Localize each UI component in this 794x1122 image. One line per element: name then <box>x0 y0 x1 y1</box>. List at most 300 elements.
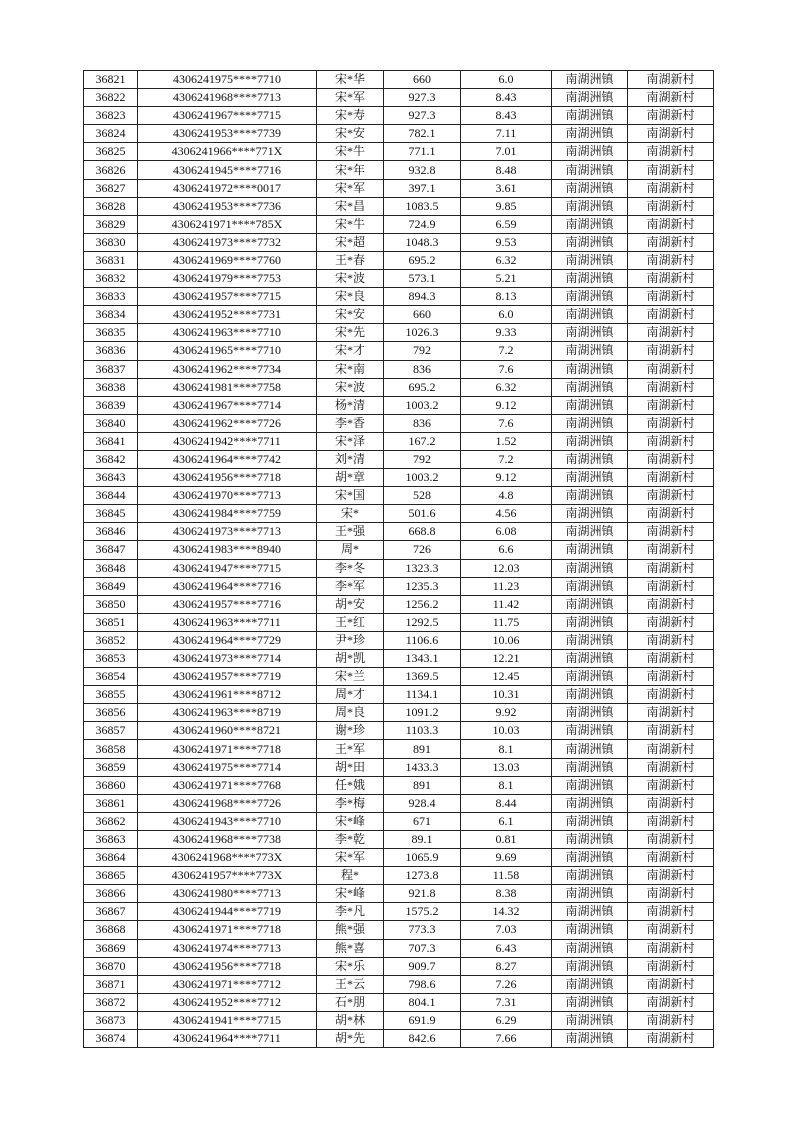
village-cell: 南湖新村 <box>628 251 714 269</box>
amount-cell: 1369.5 <box>384 668 461 686</box>
row-number-cell: 36848 <box>84 559 138 577</box>
id-number-cell: 4306241962****7726 <box>138 414 317 432</box>
amount-cell: 836 <box>384 414 461 432</box>
amount-cell: 1083.5 <box>384 197 461 215</box>
table-row <box>84 957 714 975</box>
table-row <box>84 378 714 396</box>
amount-cell: 671 <box>384 812 461 830</box>
town-cell: 南湖洲镇 <box>552 414 628 432</box>
town-cell: 南湖洲镇 <box>552 849 628 867</box>
row-number-cell: 36855 <box>84 686 138 704</box>
value-cell: 11.42 <box>461 595 552 613</box>
table-row <box>84 668 714 686</box>
name-cell: 宋*国 <box>317 487 384 505</box>
village-cell: 南湖新村 <box>628 921 714 939</box>
table-row <box>84 360 714 378</box>
table-row <box>84 342 714 360</box>
value-cell: 8.1 <box>461 740 552 758</box>
value-cell: 6.6 <box>461 541 552 559</box>
name-cell: 熊*喜 <box>317 939 384 957</box>
village-cell: 南湖新村 <box>628 143 714 161</box>
town-cell: 南湖洲镇 <box>552 993 628 1011</box>
id-number-cell: 4306241973****7713 <box>138 523 317 541</box>
value-cell: 6.29 <box>461 1011 552 1029</box>
value-cell: 9.33 <box>461 324 552 342</box>
table-row <box>84 613 714 631</box>
town-cell: 南湖洲镇 <box>552 776 628 794</box>
id-number-cell: 4306241952****7712 <box>138 993 317 1011</box>
row-number-cell: 36857 <box>84 722 138 740</box>
name-cell: 李*冬 <box>317 559 384 577</box>
id-number-cell: 4306241975****7710 <box>138 71 317 89</box>
name-cell: 宋*波 <box>317 378 384 396</box>
village-cell: 南湖新村 <box>628 794 714 812</box>
name-cell: 王*红 <box>317 613 384 631</box>
town-cell: 南湖洲镇 <box>552 1011 628 1029</box>
table-row <box>84 559 714 577</box>
village-cell: 南湖新村 <box>628 668 714 686</box>
value-cell: 6.1 <box>461 812 552 830</box>
town-cell: 南湖洲镇 <box>552 1029 628 1047</box>
row-number-cell: 36856 <box>84 704 138 722</box>
amount-cell: 1235.3 <box>384 577 461 595</box>
id-number-cell: 4306241965****7710 <box>138 342 317 360</box>
id-number-cell: 4306241968****7726 <box>138 794 317 812</box>
row-number-cell: 36865 <box>84 867 138 885</box>
town-cell: 南湖洲镇 <box>552 107 628 125</box>
id-number-cell: 4306241968****773X <box>138 849 317 867</box>
row-number-cell: 36859 <box>84 758 138 776</box>
town-cell: 南湖洲镇 <box>552 939 628 957</box>
row-number-cell: 36869 <box>84 939 138 957</box>
town-cell: 南湖洲镇 <box>552 975 628 993</box>
row-number-cell: 36858 <box>84 740 138 758</box>
amount-cell: 1026.3 <box>384 324 461 342</box>
amount-cell: 724.9 <box>384 215 461 233</box>
name-cell: 宋*泽 <box>317 432 384 450</box>
town-cell: 南湖洲镇 <box>552 179 628 197</box>
amount-cell: 1003.2 <box>384 469 461 487</box>
value-cell: 4.8 <box>461 487 552 505</box>
village-cell: 南湖新村 <box>628 903 714 921</box>
name-cell: 王*春 <box>317 251 384 269</box>
row-number-cell: 36868 <box>84 921 138 939</box>
row-number-cell: 36823 <box>84 107 138 125</box>
name-cell: 王*军 <box>317 740 384 758</box>
row-number-cell: 36867 <box>84 903 138 921</box>
town-cell: 南湖洲镇 <box>552 541 628 559</box>
village-cell: 南湖新村 <box>628 957 714 975</box>
village-cell: 南湖新村 <box>628 830 714 848</box>
id-number-cell: 4306241968****7738 <box>138 830 317 848</box>
village-cell: 南湖新村 <box>628 577 714 595</box>
id-number-cell: 4306241984****7759 <box>138 505 317 523</box>
name-cell: 宋*军 <box>317 849 384 867</box>
row-number-cell: 36829 <box>84 215 138 233</box>
id-number-cell: 4306241970****7713 <box>138 487 317 505</box>
village-cell: 南湖新村 <box>628 650 714 668</box>
table-row <box>84 812 714 830</box>
table-row <box>84 975 714 993</box>
village-cell: 南湖新村 <box>628 270 714 288</box>
town-cell: 南湖洲镇 <box>552 577 628 595</box>
village-cell: 南湖新村 <box>628 1011 714 1029</box>
town-cell: 南湖洲镇 <box>552 215 628 233</box>
amount-cell: 1134.1 <box>384 686 461 704</box>
village-cell: 南湖新村 <box>628 125 714 143</box>
name-cell: 李*乾 <box>317 830 384 848</box>
value-cell: 9.12 <box>461 396 552 414</box>
value-cell: 4.56 <box>461 505 552 523</box>
value-cell: 6.0 <box>461 71 552 89</box>
value-cell: 9.69 <box>461 849 552 867</box>
id-number-cell: 4306241971****785X <box>138 215 317 233</box>
id-number-cell: 4306241944****7719 <box>138 903 317 921</box>
row-number-cell: 36837 <box>84 360 138 378</box>
id-number-cell: 4306241974****7713 <box>138 939 317 957</box>
name-cell: 王*强 <box>317 523 384 541</box>
name-cell: 宋*兰 <box>317 668 384 686</box>
table-row <box>84 993 714 1011</box>
table-row <box>84 903 714 921</box>
table-row <box>84 487 714 505</box>
name-cell: 宋*先 <box>317 324 384 342</box>
village-cell: 南湖新村 <box>628 107 714 125</box>
name-cell: 宋*峰 <box>317 812 384 830</box>
amount-cell: 792 <box>384 450 461 468</box>
amount-cell: 1106.6 <box>384 631 461 649</box>
name-cell: 周*才 <box>317 686 384 704</box>
value-cell: 0.81 <box>461 830 552 848</box>
town-cell: 南湖洲镇 <box>552 758 628 776</box>
amount-cell: 1273.8 <box>384 867 461 885</box>
amount-cell: 1048.3 <box>384 233 461 251</box>
amount-cell: 773.3 <box>384 921 461 939</box>
row-number-cell: 36864 <box>84 849 138 867</box>
village-cell: 南湖新村 <box>628 71 714 89</box>
name-cell: 宋* <box>317 505 384 523</box>
value-cell: 10.31 <box>461 686 552 704</box>
town-cell: 南湖洲镇 <box>552 432 628 450</box>
value-cell: 7.6 <box>461 360 552 378</box>
row-number-cell: 36846 <box>84 523 138 541</box>
town-cell: 南湖洲镇 <box>552 595 628 613</box>
row-number-cell: 36838 <box>84 378 138 396</box>
value-cell: 9.53 <box>461 233 552 251</box>
town-cell: 南湖洲镇 <box>552 668 628 686</box>
town-cell: 南湖洲镇 <box>552 487 628 505</box>
name-cell: 胡*凯 <box>317 650 384 668</box>
name-cell: 宋*寿 <box>317 107 384 125</box>
village-cell: 南湖新村 <box>628 396 714 414</box>
village-cell: 南湖新村 <box>628 939 714 957</box>
value-cell: 7.2 <box>461 342 552 360</box>
town-cell: 南湖洲镇 <box>552 794 628 812</box>
row-number-cell: 36863 <box>84 830 138 848</box>
name-cell: 宋*超 <box>317 233 384 251</box>
table-row <box>84 505 714 523</box>
id-number-cell: 4306241971****7718 <box>138 921 317 939</box>
amount-cell: 1575.2 <box>384 903 461 921</box>
row-number-cell: 36862 <box>84 812 138 830</box>
value-cell: 14.32 <box>461 903 552 921</box>
row-number-cell: 36849 <box>84 577 138 595</box>
amount-cell: 891 <box>384 776 461 794</box>
row-number-cell: 36870 <box>84 957 138 975</box>
id-number-cell: 4306241979****7753 <box>138 270 317 288</box>
amount-cell: 792 <box>384 342 461 360</box>
table-row <box>84 324 714 342</box>
town-cell: 南湖洲镇 <box>552 704 628 722</box>
name-cell: 宋*军 <box>317 179 384 197</box>
town-cell: 南湖洲镇 <box>552 505 628 523</box>
village-cell: 南湖新村 <box>628 450 714 468</box>
row-number-cell: 36828 <box>84 197 138 215</box>
table-row <box>84 71 714 89</box>
id-number-cell: 4306241941****7715 <box>138 1011 317 1029</box>
village-cell: 南湖新村 <box>628 523 714 541</box>
town-cell: 南湖洲镇 <box>552 125 628 143</box>
row-number-cell: 36833 <box>84 288 138 306</box>
village-cell: 南湖新村 <box>628 613 714 631</box>
table-row <box>84 89 714 107</box>
row-number-cell: 36826 <box>84 161 138 179</box>
id-number-cell: 4306241966****771X <box>138 143 317 161</box>
amount-cell: 804.1 <box>384 993 461 1011</box>
village-cell: 南湖新村 <box>628 758 714 776</box>
table-row <box>84 650 714 668</box>
village-cell: 南湖新村 <box>628 414 714 432</box>
village-cell: 南湖新村 <box>628 541 714 559</box>
amount-cell: 894.3 <box>384 288 461 306</box>
value-cell: 7.66 <box>461 1029 552 1047</box>
village-cell: 南湖新村 <box>628 740 714 758</box>
name-cell: 李*凡 <box>317 903 384 921</box>
name-cell: 胡*章 <box>317 469 384 487</box>
row-number-cell: 36866 <box>84 885 138 903</box>
amount-cell: 726 <box>384 541 461 559</box>
row-number-cell: 36822 <box>84 89 138 107</box>
village-cell: 南湖新村 <box>628 324 714 342</box>
id-number-cell: 4306241971****7712 <box>138 975 317 993</box>
amount-cell: 836 <box>384 360 461 378</box>
name-cell: 李*军 <box>317 577 384 595</box>
village-cell: 南湖新村 <box>628 975 714 993</box>
value-cell: 3.61 <box>461 179 552 197</box>
table-row <box>84 722 714 740</box>
value-cell: 12.03 <box>461 559 552 577</box>
id-number-cell: 4306241968****7713 <box>138 89 317 107</box>
value-cell: 11.58 <box>461 867 552 885</box>
value-cell: 10.03 <box>461 722 552 740</box>
name-cell: 李*香 <box>317 414 384 432</box>
amount-cell: 891 <box>384 740 461 758</box>
name-cell: 宋*峰 <box>317 885 384 903</box>
name-cell: 宋*良 <box>317 288 384 306</box>
amount-cell: 528 <box>384 487 461 505</box>
id-number-cell: 4306241953****7736 <box>138 197 317 215</box>
id-number-cell: 4306241957****7716 <box>138 595 317 613</box>
table-row <box>84 125 714 143</box>
name-cell: 谢*珍 <box>317 722 384 740</box>
value-cell: 7.31 <box>461 993 552 1011</box>
row-number-cell: 36835 <box>84 324 138 342</box>
row-number-cell: 36854 <box>84 668 138 686</box>
village-cell: 南湖新村 <box>628 722 714 740</box>
name-cell: 宋*南 <box>317 360 384 378</box>
amount-cell: 660 <box>384 306 461 324</box>
town-cell: 南湖洲镇 <box>552 957 628 975</box>
row-number-cell: 36834 <box>84 306 138 324</box>
id-number-cell: 4306241983****8940 <box>138 541 317 559</box>
amount-cell: 695.2 <box>384 251 461 269</box>
village-cell: 南湖新村 <box>628 288 714 306</box>
value-cell: 8.44 <box>461 794 552 812</box>
id-number-cell: 4306241972****0017 <box>138 179 317 197</box>
row-number-cell: 36825 <box>84 143 138 161</box>
table-row <box>84 143 714 161</box>
village-cell: 南湖新村 <box>628 631 714 649</box>
town-cell: 南湖洲镇 <box>552 686 628 704</box>
village-cell: 南湖新村 <box>628 378 714 396</box>
name-cell: 程* <box>317 867 384 885</box>
id-number-cell: 4306241963****7710 <box>138 324 317 342</box>
id-number-cell: 4306241975****7714 <box>138 758 317 776</box>
amount-cell: 1091.2 <box>384 704 461 722</box>
amount-cell: 89.1 <box>384 830 461 848</box>
table-row <box>84 1011 714 1029</box>
name-cell: 李*梅 <box>317 794 384 812</box>
id-number-cell: 4306241963****8719 <box>138 704 317 722</box>
village-cell: 南湖新村 <box>628 849 714 867</box>
row-number-cell: 36836 <box>84 342 138 360</box>
table-row <box>84 107 714 125</box>
row-number-cell: 36827 <box>84 179 138 197</box>
id-number-cell: 4306241967****7714 <box>138 396 317 414</box>
amount-cell: 921.8 <box>384 885 461 903</box>
value-cell: 7.6 <box>461 414 552 432</box>
name-cell: 宋*安 <box>317 125 384 143</box>
row-number-cell: 36871 <box>84 975 138 993</box>
value-cell: 6.08 <box>461 523 552 541</box>
value-cell: 7.26 <box>461 975 552 993</box>
name-cell: 周* <box>317 541 384 559</box>
amount-cell: 501.6 <box>384 505 461 523</box>
name-cell: 胡*安 <box>317 595 384 613</box>
id-number-cell: 4306241973****7732 <box>138 233 317 251</box>
id-number-cell: 4306241963****7711 <box>138 613 317 631</box>
village-cell: 南湖新村 <box>628 360 714 378</box>
table-row <box>84 631 714 649</box>
table-row <box>84 541 714 559</box>
amount-cell: 1343.1 <box>384 650 461 668</box>
value-cell: 10.06 <box>461 631 552 649</box>
row-number-cell: 36872 <box>84 993 138 1011</box>
value-cell: 6.43 <box>461 939 552 957</box>
value-cell: 8.38 <box>461 885 552 903</box>
amount-cell: 691.9 <box>384 1011 461 1029</box>
id-number-cell: 4306241953****7739 <box>138 125 317 143</box>
id-number-cell: 4306241962****7734 <box>138 360 317 378</box>
row-number-cell: 36861 <box>84 794 138 812</box>
amount-cell: 1323.3 <box>384 559 461 577</box>
name-cell: 尹*珍 <box>317 631 384 649</box>
table-row <box>84 885 714 903</box>
village-cell: 南湖新村 <box>628 812 714 830</box>
value-cell: 8.43 <box>461 89 552 107</box>
village-cell: 南湖新村 <box>628 233 714 251</box>
row-number-cell: 36840 <box>84 414 138 432</box>
id-number-cell: 4306241964****7711 <box>138 1029 317 1047</box>
data-table <box>83 70 714 1048</box>
id-number-cell: 4306241957****773X <box>138 867 317 885</box>
village-cell: 南湖新村 <box>628 595 714 613</box>
row-number-cell: 36874 <box>84 1029 138 1047</box>
amount-cell: 660 <box>384 71 461 89</box>
id-number-cell: 4306241964****7729 <box>138 631 317 649</box>
amount-cell: 1065.9 <box>384 849 461 867</box>
amount-cell: 397.1 <box>384 179 461 197</box>
town-cell: 南湖洲镇 <box>552 324 628 342</box>
value-cell: 1.52 <box>461 432 552 450</box>
value-cell: 6.32 <box>461 378 552 396</box>
row-number-cell: 36873 <box>84 1011 138 1029</box>
id-number-cell: 4306241967****7715 <box>138 107 317 125</box>
village-cell: 南湖新村 <box>628 161 714 179</box>
table-row <box>84 396 714 414</box>
village-cell: 南湖新村 <box>628 686 714 704</box>
town-cell: 南湖洲镇 <box>552 378 628 396</box>
table-row <box>84 1029 714 1047</box>
village-cell: 南湖新村 <box>628 215 714 233</box>
table-row <box>84 867 714 885</box>
town-cell: 南湖洲镇 <box>552 650 628 668</box>
town-cell: 南湖洲镇 <box>552 89 628 107</box>
name-cell: 宋*安 <box>317 306 384 324</box>
amount-cell: 771.1 <box>384 143 461 161</box>
value-cell: 9.12 <box>461 469 552 487</box>
table-body <box>84 71 714 1048</box>
row-number-cell: 36830 <box>84 233 138 251</box>
amount-cell: 1003.2 <box>384 396 461 414</box>
amount-cell: 695.2 <box>384 378 461 396</box>
id-number-cell: 4306241957****7715 <box>138 288 317 306</box>
value-cell: 7.03 <box>461 921 552 939</box>
name-cell: 胡*先 <box>317 1029 384 1047</box>
village-cell: 南湖新村 <box>628 704 714 722</box>
amount-cell: 782.1 <box>384 125 461 143</box>
name-cell: 石*朋 <box>317 993 384 1011</box>
name-cell: 宋*年 <box>317 161 384 179</box>
village-cell: 南湖新村 <box>628 487 714 505</box>
name-cell: 胡*田 <box>317 758 384 776</box>
table-row <box>84 830 714 848</box>
value-cell: 6.32 <box>461 251 552 269</box>
name-cell: 宋*乐 <box>317 957 384 975</box>
town-cell: 南湖洲镇 <box>552 559 628 577</box>
value-cell: 12.21 <box>461 650 552 668</box>
town-cell: 南湖洲镇 <box>552 469 628 487</box>
value-cell: 8.43 <box>461 107 552 125</box>
village-cell: 南湖新村 <box>628 559 714 577</box>
name-cell: 杨*清 <box>317 396 384 414</box>
id-number-cell: 4306241971****7768 <box>138 776 317 794</box>
value-cell: 6.0 <box>461 306 552 324</box>
town-cell: 南湖洲镇 <box>552 921 628 939</box>
amount-cell: 668.8 <box>384 523 461 541</box>
amount-cell: 707.3 <box>384 939 461 957</box>
name-cell: 宋*波 <box>317 270 384 288</box>
